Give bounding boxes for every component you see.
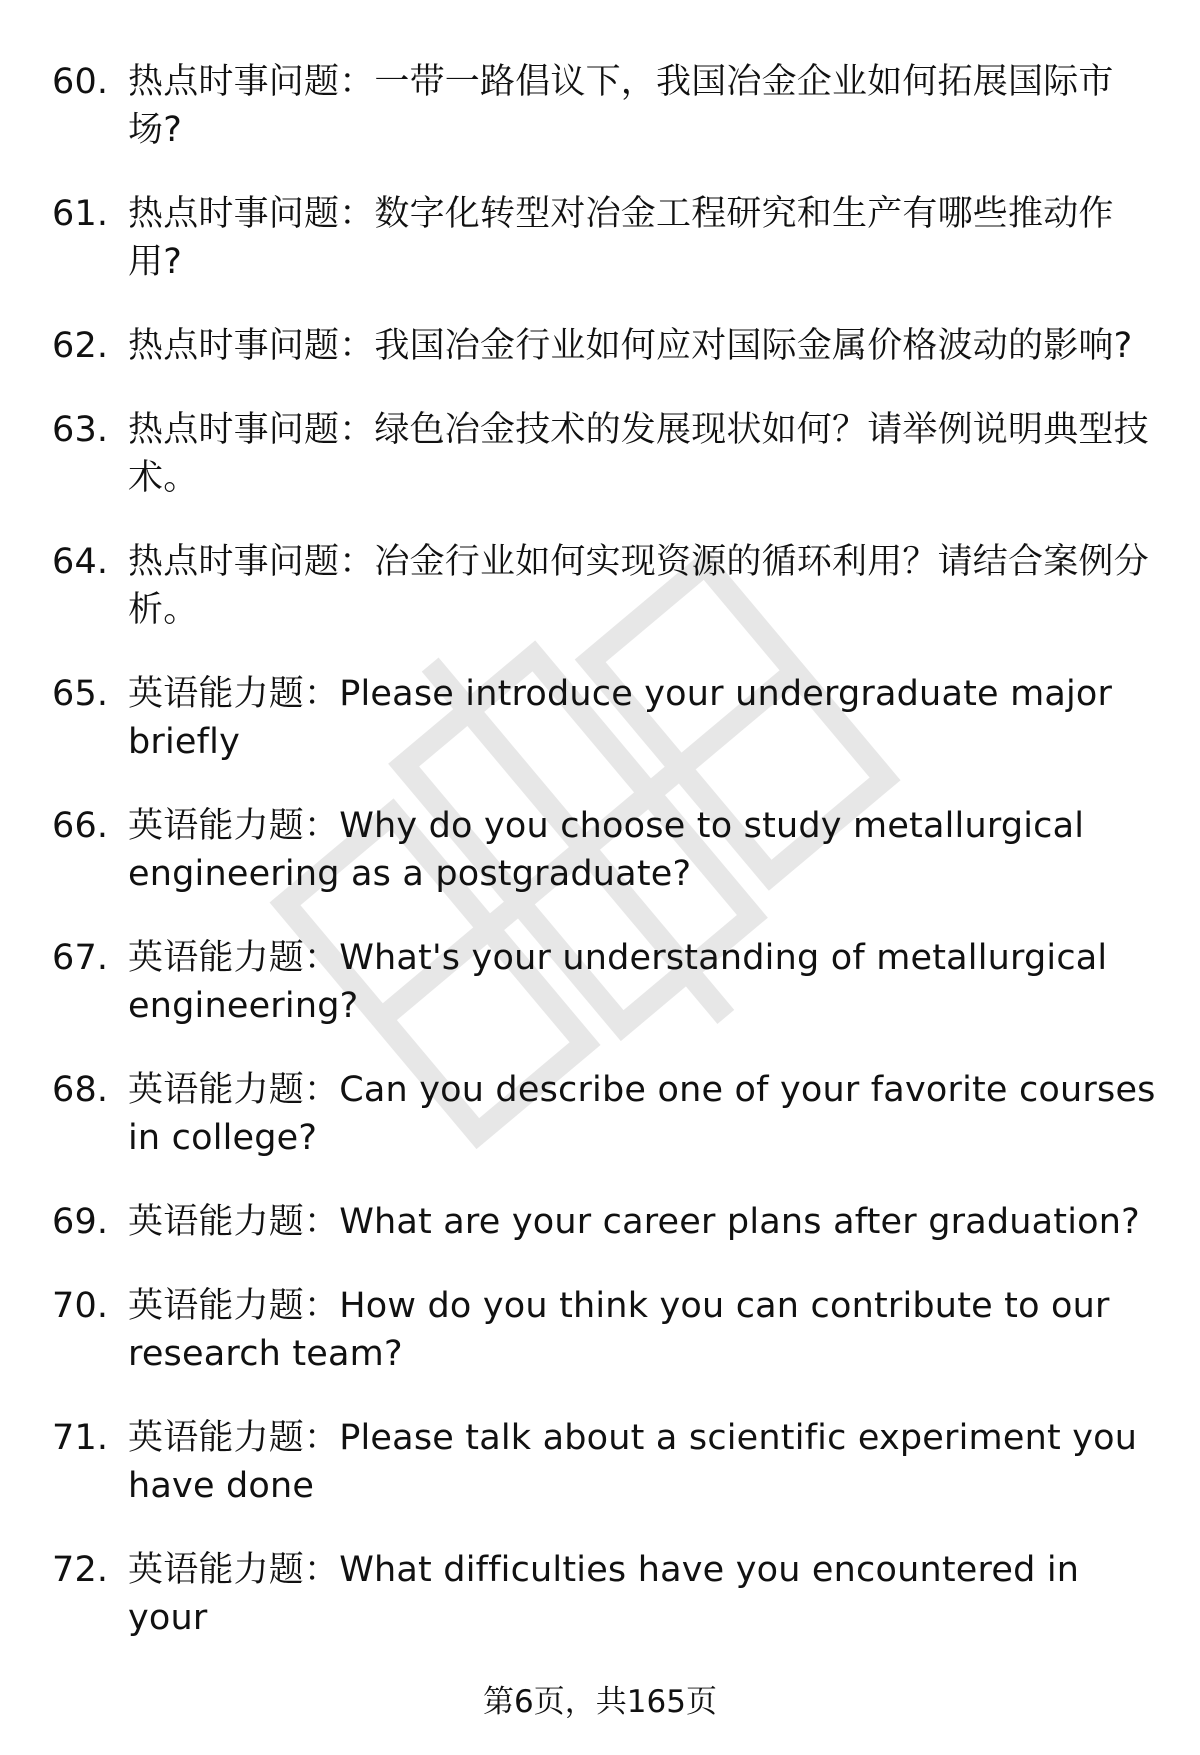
question-category: 英语能力题：: [128, 938, 340, 978]
question-item: [52, 1198, 1162, 1246]
question-text: 我国冶金行业如何应对国际金属价格波动的影响?: [374, 326, 1133, 366]
question-number: 69.: [52, 1202, 109, 1242]
question-item: [52, 1546, 1162, 1642]
question-text: 数字化转型对冶金工程研究和生产有哪些推动作用?: [128, 194, 1114, 282]
question-category: 热点时事问题：: [128, 542, 375, 582]
question-number: 62.: [52, 326, 109, 366]
question-number: 66.: [52, 806, 109, 846]
question-item: [52, 1414, 1162, 1510]
question-item: [52, 322, 1162, 370]
question-text: How do you think you can contribute to our research team?: [128, 1286, 1110, 1374]
question-number: 67.: [52, 938, 109, 978]
question-text: Please introduce your undergraduate major briefly: [128, 674, 1113, 762]
question-category: 英语能力题：: [128, 674, 340, 714]
question-category: 英语能力题：: [128, 1070, 340, 1110]
question-number: 61.: [52, 194, 109, 234]
question-number: 65.: [52, 674, 109, 714]
question-item: [52, 802, 1162, 898]
question-item: [52, 58, 1162, 154]
question-text: What are your career plans after graduation?: [339, 1202, 1140, 1242]
question-category: 热点时事问题：: [128, 410, 375, 450]
question-item: [52, 934, 1162, 1030]
question-text: 一带一路倡议下，我国冶金企业如何拓展国际市场?: [128, 62, 1114, 150]
question-number: 72.: [52, 1550, 109, 1590]
question-category: 英语能力题：: [128, 1286, 340, 1326]
question-category: 英语能力题：: [128, 1550, 340, 1590]
question-text: 绿色冶金技术的发展现状如何？请举例说明典型技术。: [128, 410, 1149, 498]
question-item: [52, 1066, 1162, 1162]
question-text: Can you describe one of your favorite courses in college?: [128, 1070, 1156, 1158]
question-number: 70.: [52, 1286, 109, 1326]
question-text: 冶金行业如何实现资源的循环利用？请结合案例分析。: [128, 542, 1149, 630]
question-item: [52, 1282, 1162, 1378]
question-text: Please talk about a scientific experiment you have done: [128, 1418, 1138, 1506]
question-number: 68.: [52, 1070, 109, 1110]
question-number: 60.: [52, 62, 109, 102]
question-text: What's your understanding of metallurgical engineering?: [128, 938, 1108, 1026]
question-category: 英语能力题：: [128, 1202, 340, 1242]
page-number-footer: 第6页，共165页: [483, 1684, 717, 1720]
question-number: 64.: [52, 542, 109, 582]
question-number: 71.: [52, 1418, 109, 1458]
question-category: 热点时事问题：: [128, 194, 375, 234]
question-item: [52, 190, 1162, 286]
question-category: 热点时事问题：: [128, 62, 375, 102]
question-number: 63.: [52, 410, 109, 450]
question-list: [52, 58, 1162, 1678]
question-item: [52, 670, 1162, 766]
question-category: 英语能力题：: [128, 806, 340, 846]
question-category: 热点时事问题：: [128, 326, 375, 366]
question-category: 英语能力题：: [128, 1418, 340, 1458]
question-item: [52, 406, 1162, 502]
question-item: [52, 538, 1162, 634]
question-text: Why do you choose to study metallurgical engineering as a postgraduate?: [128, 806, 1085, 894]
question-text: What difficulties have you encountered in your: [128, 1550, 1080, 1638]
